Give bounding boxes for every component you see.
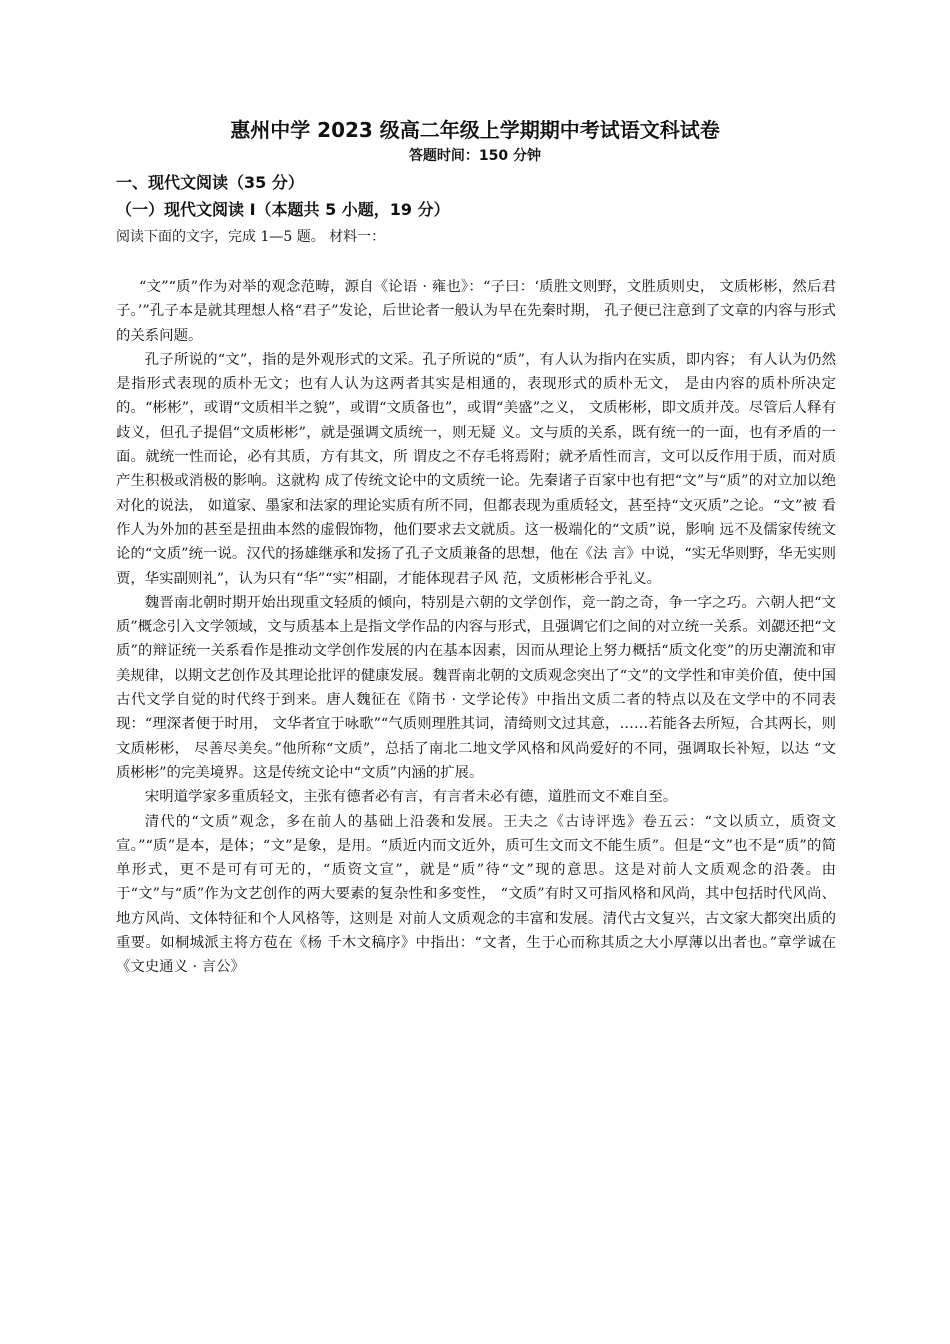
passage-paragraph-4: 宋明道学家多重质轻文，主张有德者必有言，有言者未必有德，道胜而文不难自至。 [144, 789, 678, 806]
passage-body [116, 275, 836, 980]
exam-title: 惠州中学 2023 级高二年级上学期期中考试语文科试卷 [230, 118, 720, 142]
passage-paragraph-5: 清代的“文质”观念，多在前人的基础上沿袭和发展。王夫之《古诗评选》卷五云：“文以质立，质资文宣。”“质”是本，是体；“文”是象，是用。“质近内而文近外，质可生文而文不能生质”。但是“文”也不是“质”的简单形式，更不是可有可无的，“质资文宣”，就是“质”待“文”现的意思。这是对前人文质观念的沿袭。由于“文”与“质”作为文艺创作的两大要素的复杂性和多变性， “文质”有时又可指风格和风尚，其中包括时代风尚、地方风尚、文体特征和个人风格等，这则是 对前人文质观念的丰富和发展。清代古文复兴，古文家大都突出质的重要。如桐城派主将方苞在《杨 千木文稿序》中指出：“文者，生于心而称其质之大小厚薄以出者也。”章学诚在《文史通义 · 言公》 [116, 813, 836, 976]
section-heading: 一、现代文阅读（35 分） [116, 173, 304, 192]
subsection-heading: （一）现代文阅读 I（本题共 5 小题，19 分） [116, 200, 450, 219]
exam-duration: 答题时间：150 分钟 [408, 148, 542, 164]
passage-paragraph-1: “文”“质”作为对举的观念范畴，源自《论语 · 雍也》：“子曰：‘质胜文则野，文胜质则史， 文质彬彬，然后君子。’”孔子本是就其理想人格“君子”发论，后世论者一般认为早在先秦时期， 孔子便已注意到了文章的内容与形式的关系问题。 [116, 279, 836, 344]
passage-paragraph-2: 孔子所说的“文”，指的是外观形式的文采。孔子所说的“质”，有人认为指内在实质，即内容； 有人认为仍然是指形式表现的质朴无文；也有人认为这两者其实是相通的，表现形式的质朴无文， 是由内容的质朴所决定的。“彬彬”，或谓“文质相半之貌”，或谓“文质备也”，或谓“美盛”之义， 文质彬彬，即文质并茂。尽管后人释有歧义，但孔子提倡“文质彬彬”，就是强调文质统一，则无疑 义。文与质的关系，既有统一的一面，也有矛盾的一面。就统一性而论，必有其质，方有其文，所 谓皮之不存毛将焉附；就矛盾性而言，文可以反作用于质，而对质产生积极或消极的影响。这就构 成了传统文论中的文质统一论。先秦诸子百家中也有把“文”与“质”的对立加以绝对化的说法， 如道家、墨家和法家的理论实质有所不同，但都表现为重质轻文，甚至持“文灭质”之论。“文”被 看作人为外加的甚至是扭曲本然的虚假饰物，他们要求去文就质。这一极端化的“文质”说，影响 远不及儒家传统文论的“文质”统一说。汉代的扬雄继承和发扬了孔子文质兼备的思想，他在《法 言》中说，“实无华则野，华无实则贾，华实副则礼”，认为只有“华”“实”相副，才能体现君子风 范，文质彬彬合乎礼义。 [116, 351, 836, 587]
passage-paragraph-3: 魏晋南北朝时期开始出现重文轻质的倾向，特别是六朝的文学创作，竞一韵之奇，争一字之巧。六朝人把“文质”概念引入文学领域，文与质基本上是指文学作品的内容与形式，且强调它们之间的对立统一关系。刘勰还把“文质”的辩证统一关系看作是推动文学创作发展的内在基本因素，因而从理论上努力概括“质文化变”的历史潮流和审美规律，以期文艺创作及其理论批评的健康发展。魏晋南北朝的文质观念突出了“文”的文学性和审美价值，使中国古代文学自觉的时代终于到来。唐人魏征在《隋书 · 文学论传》中指出文质二者的特点以及在文学中的不同表现：“理深者便于时用， 文华者宜于咏歌”“气质则理胜其词，清绮则文过其意，……若能各去所短，合其两长，则文质彬彬， 尽善尽美矣。”他所称“文质”，总括了南北二地文学风格和风尚爱好的不同，强调取长补短，以达 “文质彬彬”的完美境界。这是传统文论中“文质”内涵的扩展。 [116, 594, 836, 781]
reading-instruction: 阅读下面的文字，完成 1—5 题。 材料一： [116, 229, 386, 245]
